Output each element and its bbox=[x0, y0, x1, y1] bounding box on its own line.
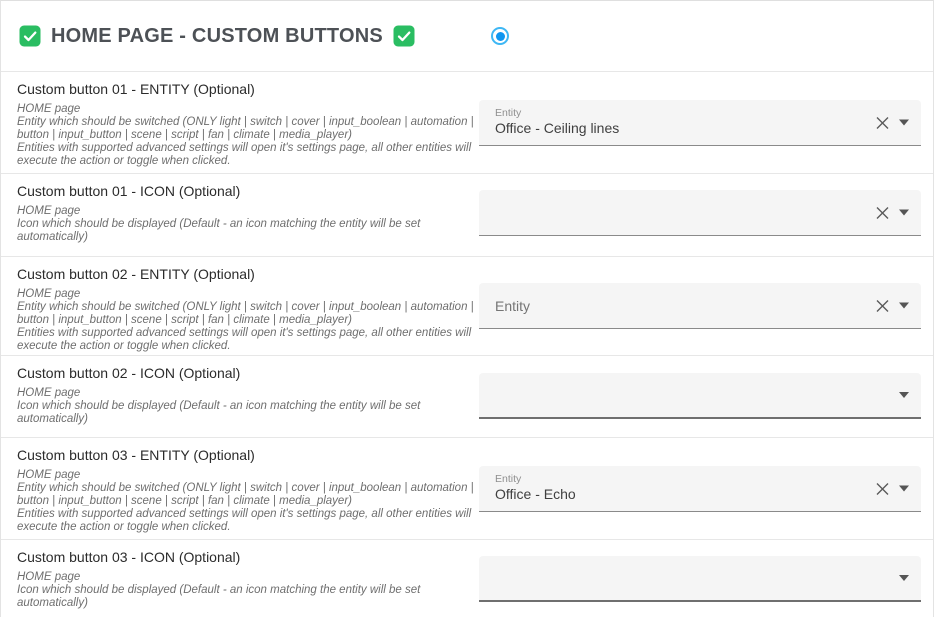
desc-line: Icon which should be displayed (Default - an icon matching the entity will be set bbox=[17, 400, 421, 412]
custom-button-02-icon-select[interactable] bbox=[479, 373, 921, 419]
desc-line: automatically) bbox=[17, 597, 88, 609]
field-value: Office - Ceiling lines bbox=[495, 120, 620, 136]
custom-button-03-icon-select[interactable] bbox=[479, 556, 921, 602]
section-description bbox=[17, 571, 463, 610]
custom-button-01-entity-select[interactable] bbox=[479, 100, 921, 146]
radio-selected[interactable] bbox=[491, 27, 509, 45]
field-placeholder: Entity bbox=[495, 297, 531, 314]
checkbox-checked-icon bbox=[393, 25, 415, 47]
desc-line: HOME page bbox=[17, 387, 81, 399]
dropdown-caret-icon[interactable] bbox=[899, 303, 909, 309]
field-value: Office - Echo bbox=[495, 486, 576, 502]
desc-line: Entities with supported advanced settings will open it's settings page, all other entities will bbox=[17, 327, 472, 339]
section-custom-button-01-entity bbox=[1, 72, 933, 174]
section-description bbox=[17, 205, 463, 244]
dropdown-caret-icon[interactable] bbox=[899, 392, 909, 398]
desc-line: HOME page bbox=[17, 288, 81, 300]
desc-line: button | input_button | scene | script | fan | climate | media_player) bbox=[17, 495, 352, 507]
dropdown-caret-icon[interactable] bbox=[899, 210, 909, 216]
dropdown-caret-icon[interactable] bbox=[899, 120, 909, 126]
clear-icon[interactable] bbox=[875, 298, 890, 313]
desc-line: HOME page bbox=[17, 205, 81, 217]
section-title: Custom button 01 - ENTITY (Optional) bbox=[17, 81, 255, 97]
section-custom-button-02-icon bbox=[1, 356, 933, 438]
desc-line: execute the action or toggle when clicked. bbox=[17, 155, 231, 167]
desc-line: Entities with supported advanced settings will open it's settings page, all other entities will bbox=[17, 508, 472, 520]
section-title: Custom button 02 - ICON (Optional) bbox=[17, 365, 241, 381]
desc-line: execute the action or toggle when clicked. bbox=[17, 340, 231, 352]
dropdown-caret-icon[interactable] bbox=[899, 575, 909, 581]
desc-line: Entity which should be switched (ONLY light | switch | cover | input_boolean | automation | bbox=[17, 482, 474, 494]
field-label: Entity bbox=[495, 473, 522, 485]
section-description bbox=[17, 387, 463, 426]
clear-icon[interactable] bbox=[875, 481, 890, 496]
desc-line: Icon which should be displayed (Default - an icon matching the entity will be set bbox=[17, 584, 421, 596]
clear-icon[interactable] bbox=[875, 205, 890, 220]
section-title: Custom button 03 - ICON (Optional) bbox=[17, 549, 241, 565]
section-description bbox=[17, 288, 474, 353]
checkbox-checked-icon bbox=[19, 25, 41, 47]
desc-line: button | input_button | scene | script | fan | climate | media_player) bbox=[17, 129, 352, 141]
section-custom-button-01-icon bbox=[1, 174, 933, 257]
section-description bbox=[17, 103, 474, 168]
desc-line: button | input_button | scene | script | fan | climate | media_player) bbox=[17, 314, 352, 326]
custom-button-01-icon-select[interactable] bbox=[479, 190, 921, 236]
section-header bbox=[1, 1, 933, 72]
section-title: Custom button 03 - ENTITY (Optional) bbox=[17, 447, 255, 463]
desc-line: HOME page bbox=[17, 469, 81, 481]
clear-icon[interactable] bbox=[875, 115, 890, 130]
custom-button-02-entity-select[interactable] bbox=[479, 283, 921, 329]
desc-line: Entities with supported advanced settings will open it's settings page, all other entities will bbox=[17, 142, 472, 154]
field-label: Entity bbox=[495, 107, 522, 119]
desc-line: automatically) bbox=[17, 231, 88, 243]
section-description bbox=[17, 469, 474, 534]
desc-line: HOME page bbox=[17, 571, 81, 583]
page-title: HOME PAGE - CUSTOM BUTTONS bbox=[51, 24, 383, 47]
section-custom-button-03-icon bbox=[1, 540, 933, 617]
radio-dot-icon bbox=[496, 32, 505, 41]
desc-line: automatically) bbox=[17, 413, 88, 425]
custom-button-03-entity-select[interactable] bbox=[479, 466, 921, 512]
section-custom-button-02-entity bbox=[1, 257, 933, 356]
section-title: Custom button 01 - ICON (Optional) bbox=[17, 183, 241, 199]
desc-line: execute the action or toggle when clicked. bbox=[17, 521, 231, 533]
desc-line: Entity which should be switched (ONLY light | switch | cover | input_boolean | automation | bbox=[17, 301, 474, 313]
desc-line: HOME page bbox=[17, 103, 81, 115]
dropdown-caret-icon[interactable] bbox=[899, 486, 909, 492]
desc-line: Icon which should be displayed (Default - an icon matching the entity will be set bbox=[17, 218, 421, 230]
desc-line: Entity which should be switched (ONLY light | switch | cover | input_boolean | automation | bbox=[17, 116, 474, 128]
section-custom-button-03-entity bbox=[1, 438, 933, 540]
section-title: Custom button 02 - ENTITY (Optional) bbox=[17, 266, 255, 282]
